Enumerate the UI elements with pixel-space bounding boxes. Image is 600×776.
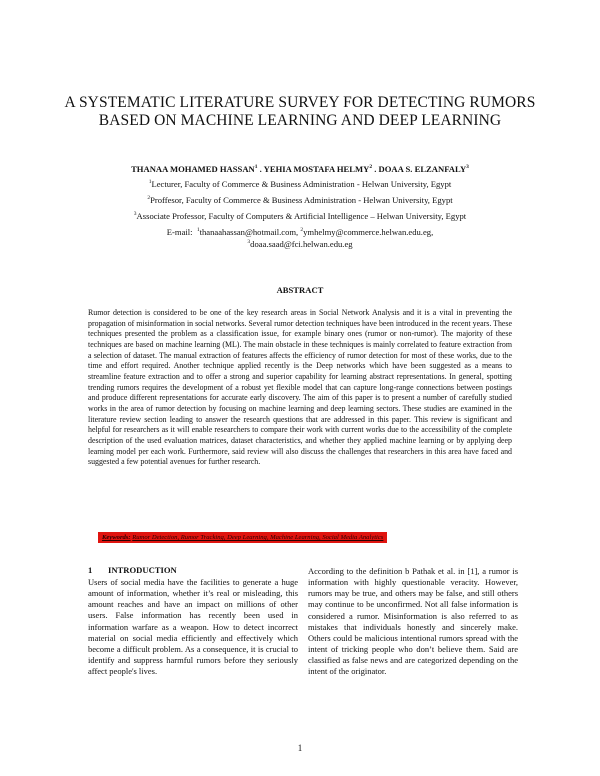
email-2-sup: 2 — [300, 227, 304, 234]
email-3[interactable]: doaa.saad@fci.helwan.edu.eg — [250, 239, 353, 249]
affiliation-2 — [40, 195, 560, 206]
keywords-bar — [98, 532, 387, 543]
section-title: INTRODUCTION — [108, 565, 177, 575]
intro-column-left: Users of social media have the facilities to generate a huge amount of information, whether it’s real or misleading, this amount reaches and have an impact on millions of other users. False information has recently been used in information warfare as a weapon. How to detect incorrect material on social media efficiently and effectively which become a difficult problem. As a consequence, it is crucial to identify and suppress harmful rumors before they seriously affect people's lives. — [88, 577, 298, 677]
keywords-text: Rumor Detection, Rumor Tracking, Deep Learning, Machine Learning, Social Media Analytics — [132, 534, 384, 541]
affiliation-3-text: Associate Professor, Faculty of Computers & Artificial Intelligence – Helwan University, Egypt — [136, 211, 467, 221]
author-1-sup: 1 — [254, 164, 258, 171]
email-line-2 — [40, 239, 560, 250]
affiliation-1-sup: 1 — [148, 179, 152, 186]
abstract-body: Rumor detection is considered to be one of the key research areas in Social Network Analysis and it is a vital in preventing the propagation of misinformation in social networks. Several rumor detection techniques have been introduced in the recent years. These techniques presented the problem as a classification issue, for example binary ones (rumor or non-rumor). The majority of these techniques are based on machine learning (ML). The main obstacle in these techniques is mainly correlated to feature extraction from a selection of dataset. The manual extraction of features affects the efficiency of rumor detection for most of these works, due to the time and effort required. Another technique applied recently is the Deep networks which have been suggested as a means to streamline feature extraction and to offer a strong and superior capability for learning abstract representations. In general, spotting trending rumors requires the development of a robust yet flexible model that can capture long-range connections between postings and produce different representations for accurate early discovery. The aim of this paper is to present a number of carefully studied works in the area of rumor detection by focusing on machine learning and deep learning sectors. These studies are examined in the literature review section leading to answer the research questions that are addressed in this paper. This review is significant and helpful for researchers as it will enable researchers to compare their work with current works due to the accessibility of the complete description of the used evaluation matrices, dataset characteristics, and whether they applied machine learning or by applying deep learning model per each work. Furthermore, said review will also discuss the challenges that researchers in this area have faced and suggested a few potential avenues for further research. — [88, 308, 512, 467]
author-3: DOAA S. ELZANFALY — [378, 164, 467, 174]
author-list — [40, 164, 560, 175]
email-1[interactable]: thanaahassan@hotmail.com, — [199, 227, 299, 237]
section-number: 1 — [88, 565, 93, 575]
email-3-sup: 3 — [247, 239, 251, 246]
author-3-sup: 3 — [466, 164, 469, 171]
affiliation-3-sup: 3 — [133, 211, 137, 218]
affiliation-3 — [40, 211, 560, 222]
affiliation-2-sup: 2 — [147, 195, 151, 202]
page-number: 1 — [297, 743, 303, 753]
paper-title: A SYSTEMATIC LITERATURE SURVEY FOR DETECTING RUMORS BASED ON MACHINE LEARNING AND DEEP LEARNING — [64, 94, 536, 129]
keywords-label: Keywords: — [102, 534, 131, 541]
email-label: E-mail: — [166, 227, 193, 237]
email-1-sup: 1 — [196, 227, 200, 234]
author-separator: . — [257, 164, 264, 174]
affiliation-1 — [40, 179, 560, 190]
email-line — [40, 227, 560, 238]
affiliation-1-text: Lecturer, Faculty of Commerce & Business Administration - Helwan University, Egypt — [151, 179, 452, 189]
author-1: THANAA MOHAMED HASSAN — [131, 164, 255, 174]
affiliation-2-text: Proffesor, Faculty of Commerce & Business Administration - Helwan University, Egypt — [150, 195, 453, 205]
intro-column-right: According to the definition b Pathak et al. in [1], a rumor is information with highly questionable veracity. However, rumors may be true, and others may be false, and still others may continue to be unconfirmed. Not all false information is considered a rumor. Misinformation is also referred to as mistakes that individuals honestly and sincerely make. Others could be malicious intentional rumors spread with the intent of tricking people who don’t believe them. Said are classified as false news and are categorized depending on the intent of the originator. — [308, 566, 518, 677]
author-2: YEHIA MOSTAFA HELMY — [263, 164, 370, 174]
author-2-sup: 2 — [369, 164, 373, 171]
section-heading — [88, 565, 177, 575]
author-separator: . — [372, 164, 379, 174]
email-2[interactable]: ymhelmy@commerce.helwan.edu.eg, — [303, 227, 434, 237]
abstract-heading: ABSTRACT — [276, 285, 324, 295]
